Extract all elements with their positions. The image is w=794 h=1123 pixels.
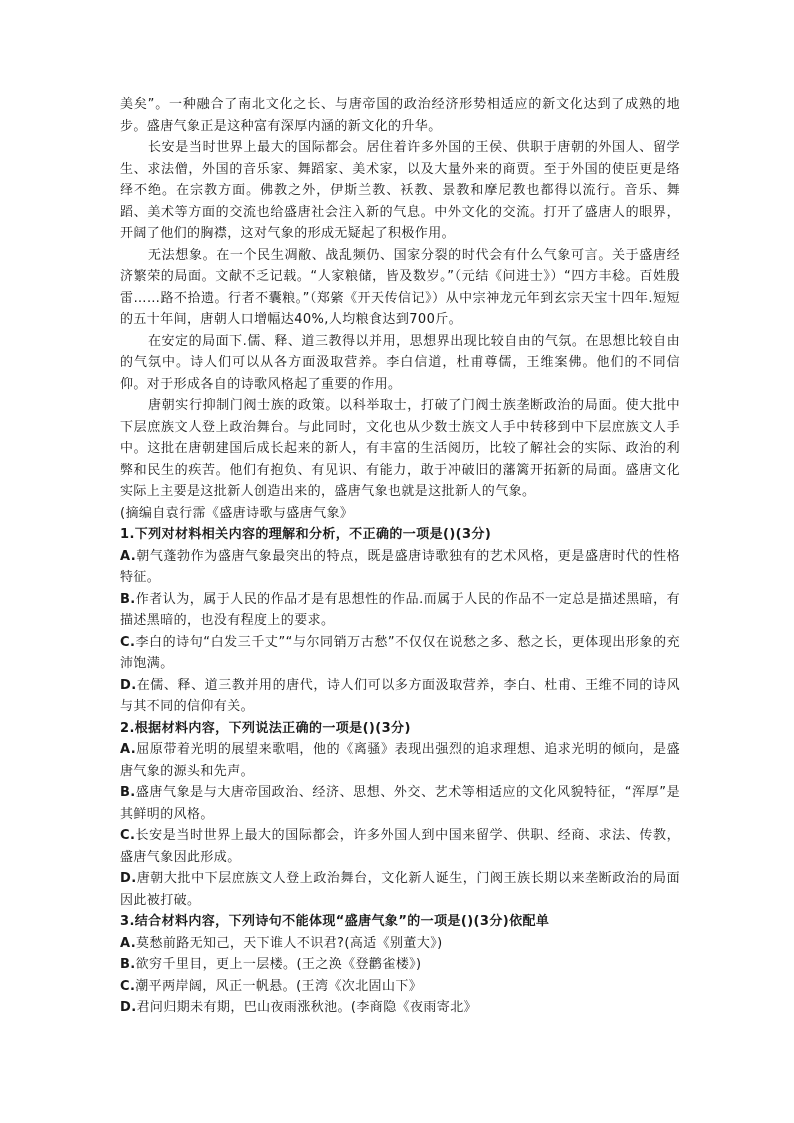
passage-source: (摘编自袁行霈《盛唐诗歌与盛唐气象》 bbox=[120, 505, 354, 521]
option-text: 潮平两岸阔，风正一帆悬。(王湾《次北固山下》 bbox=[135, 978, 423, 994]
question-option[interactable] bbox=[120, 675, 680, 718]
option-text: 朝气蓬勃作为盛唐气象最突出的特点，既是盛唐诗歌独有的艺术风格，更是盛唐时代的性格特征。 bbox=[120, 548, 680, 585]
option-text: 君问归期未有期，巴山夜雨涨秋池。(李商隐《夜雨寄北》 bbox=[136, 1000, 478, 1015]
question-option[interactable] bbox=[120, 868, 680, 911]
question-option[interactable] bbox=[120, 933, 680, 955]
question-1 bbox=[120, 524, 680, 718]
question-stem: 2.根据材料内容，下列说法正确的一项是()(3分) bbox=[120, 720, 411, 736]
question-option[interactable] bbox=[120, 589, 680, 632]
passage-paragraph-5: 唐朝实行抑制门阀士族的政策。以科举取士，打破了门阀士族垄断政治的局面。使大批中下层庶族文人登上政治舞台。与此同时，文化也从少数士族文人手中转移到中下层庶族文人手中。这批在唐朝建国后成长起来的新人，有丰富的生活阅历，比较了解社会的实际、政治的利弊和民生的疾苦。他们有抱负、有见识、有能力，敢于冲破旧的藩篱开拓新的局面。盛唐文化实际上主要是这批新人创造出来的，盛唐气象也就是这批新人的气象。 bbox=[120, 398, 680, 499]
question-option[interactable] bbox=[120, 825, 680, 868]
passage bbox=[120, 94, 680, 524]
option-text: 李白的诗句“白发三千丈”“与尔同销万古愁”不仅仅在说愁之多、愁之长，更体现出形象的充沛饱满。 bbox=[120, 634, 680, 671]
document-page bbox=[120, 94, 680, 1019]
option-label: B. bbox=[120, 785, 136, 800]
question-option[interactable] bbox=[120, 632, 680, 675]
question-3 bbox=[120, 911, 680, 1019]
option-text: 盛唐气象是与大唐帝国政治、经济、思想、外交、艺术等相适应的文化风貌特征，“浑厚”是其鲜明的风格。 bbox=[120, 785, 680, 822]
option-text: 在儒、释、道三教并用的唐代，诗人们可以多方面汲取营养，李白、杜甫、王维不同的诗风与其不同的信仰有关。 bbox=[120, 677, 680, 714]
option-label: C. bbox=[120, 978, 136, 994]
question-option[interactable] bbox=[120, 546, 680, 589]
option-label: B. bbox=[120, 957, 136, 972]
question-option[interactable] bbox=[120, 976, 680, 998]
question-stem: 3.结合材料内容，下列诗句不能体现“盛唐气象”的一项是()(3分)依配单 bbox=[120, 914, 550, 929]
option-label: A. bbox=[120, 548, 137, 564]
option-label: C. bbox=[120, 828, 136, 843]
passage-paragraph-3: 无法想象。在一个民生凋敝、战乱频仍、国家分裂的时代会有什么气象可言。关于盛唐经济繁荣的局面。文献不乏记载。“人家粮储，皆及数岁。”（元结《问进士》）“四方丰稔。百姓殷雷……路不拾遗。行者不囊粮。”（郑綮《开天传信记》）从中宗神龙元年到玄宗天宝十四年.短短的五十年间，唐朝人口增幅达40%,人均粮食达到700斤。 bbox=[120, 247, 680, 327]
option-label: B. bbox=[120, 591, 136, 607]
option-label: A. bbox=[120, 742, 137, 757]
option-text: 唐朝大批中下层庶族文人登上政治舞台，文化新人诞生，门阀王族长期以来垄断政治的局面因此被打破。 bbox=[120, 871, 680, 908]
passage-paragraph-2: 长安是当时世界上最大的国际都会。居住着许多外国的王侯、供职于唐朝的外国人、留学生、求法僧，外国的音乐家、舞蹈家、美术家，以及大量外来的商贾。至于外国的使臣更是络绎不绝。在宗教方面。佛教之外，伊斯兰教、袄教、景教和摩尼教也都得以流行。音乐、舞蹈、美术等方面的交流也给盛唐社会注入新的气息。中外文化的交流。打开了盛唐人的眼界，开阔了他们的胸襟，这对气象的形成无疑起了积极作用。 bbox=[120, 140, 680, 241]
passage-paragraph-4: 在安定的局面下.儒、释、道三教得以并用，思想界出现比较自由的气氛。在思想比较自由的气氛中。诗人们可以从各方面汲取营养。李白信道，杜甫尊儒，王维案佛。他们的不同信仰。对于形成各自的诗歌风格起了重要的作用。 bbox=[120, 333, 680, 392]
question-option[interactable] bbox=[120, 997, 680, 1019]
question-option[interactable] bbox=[120, 954, 680, 976]
question-option[interactable] bbox=[120, 782, 680, 825]
option-label: D. bbox=[120, 871, 137, 886]
option-label: D. bbox=[120, 1000, 137, 1015]
option-text: 长安是当时世界上最大的国际都会，许多外国人到中国来留学、供职、经商、求法、传教，盛唐气象因此形成。 bbox=[120, 828, 680, 865]
option-label: A. bbox=[120, 935, 137, 951]
option-text: 莫愁前路无知己，天下谁人不识君?(高适《别董大》) bbox=[136, 935, 443, 951]
question-2 bbox=[120, 718, 680, 912]
option-label: D. bbox=[120, 677, 137, 693]
option-text: 欲穷千里目，更上一层楼。(王之涣《登鹳雀楼》) bbox=[135, 957, 422, 972]
question-stem: 1.下列对材料相关内容的理解和分析，不正确的一项是()(3分) bbox=[120, 527, 492, 542]
option-text: 屈原带着光明的展望来歌唱，他的《离骚》表现出强烈的追求理想、追求光明的倾向，是盛唐气象的源头和先声。 bbox=[120, 742, 680, 779]
passage-paragraph-1: 美矣”。一种融合了南北文化之长、与唐帝国的政治经济形势相适应的新文化达到了成熟的地步。盛唐气象正是这种富有深厚内涵的新文化的升华。 bbox=[120, 97, 680, 134]
option-text: 作者认为，属于人民的作品才是有思想性的作品.而属于人民的作品不一定总是描述黑暗，有描述黑暗的，也没有程度上的要求。 bbox=[120, 591, 680, 628]
option-label: C. bbox=[120, 634, 136, 650]
question-option[interactable] bbox=[120, 739, 680, 782]
